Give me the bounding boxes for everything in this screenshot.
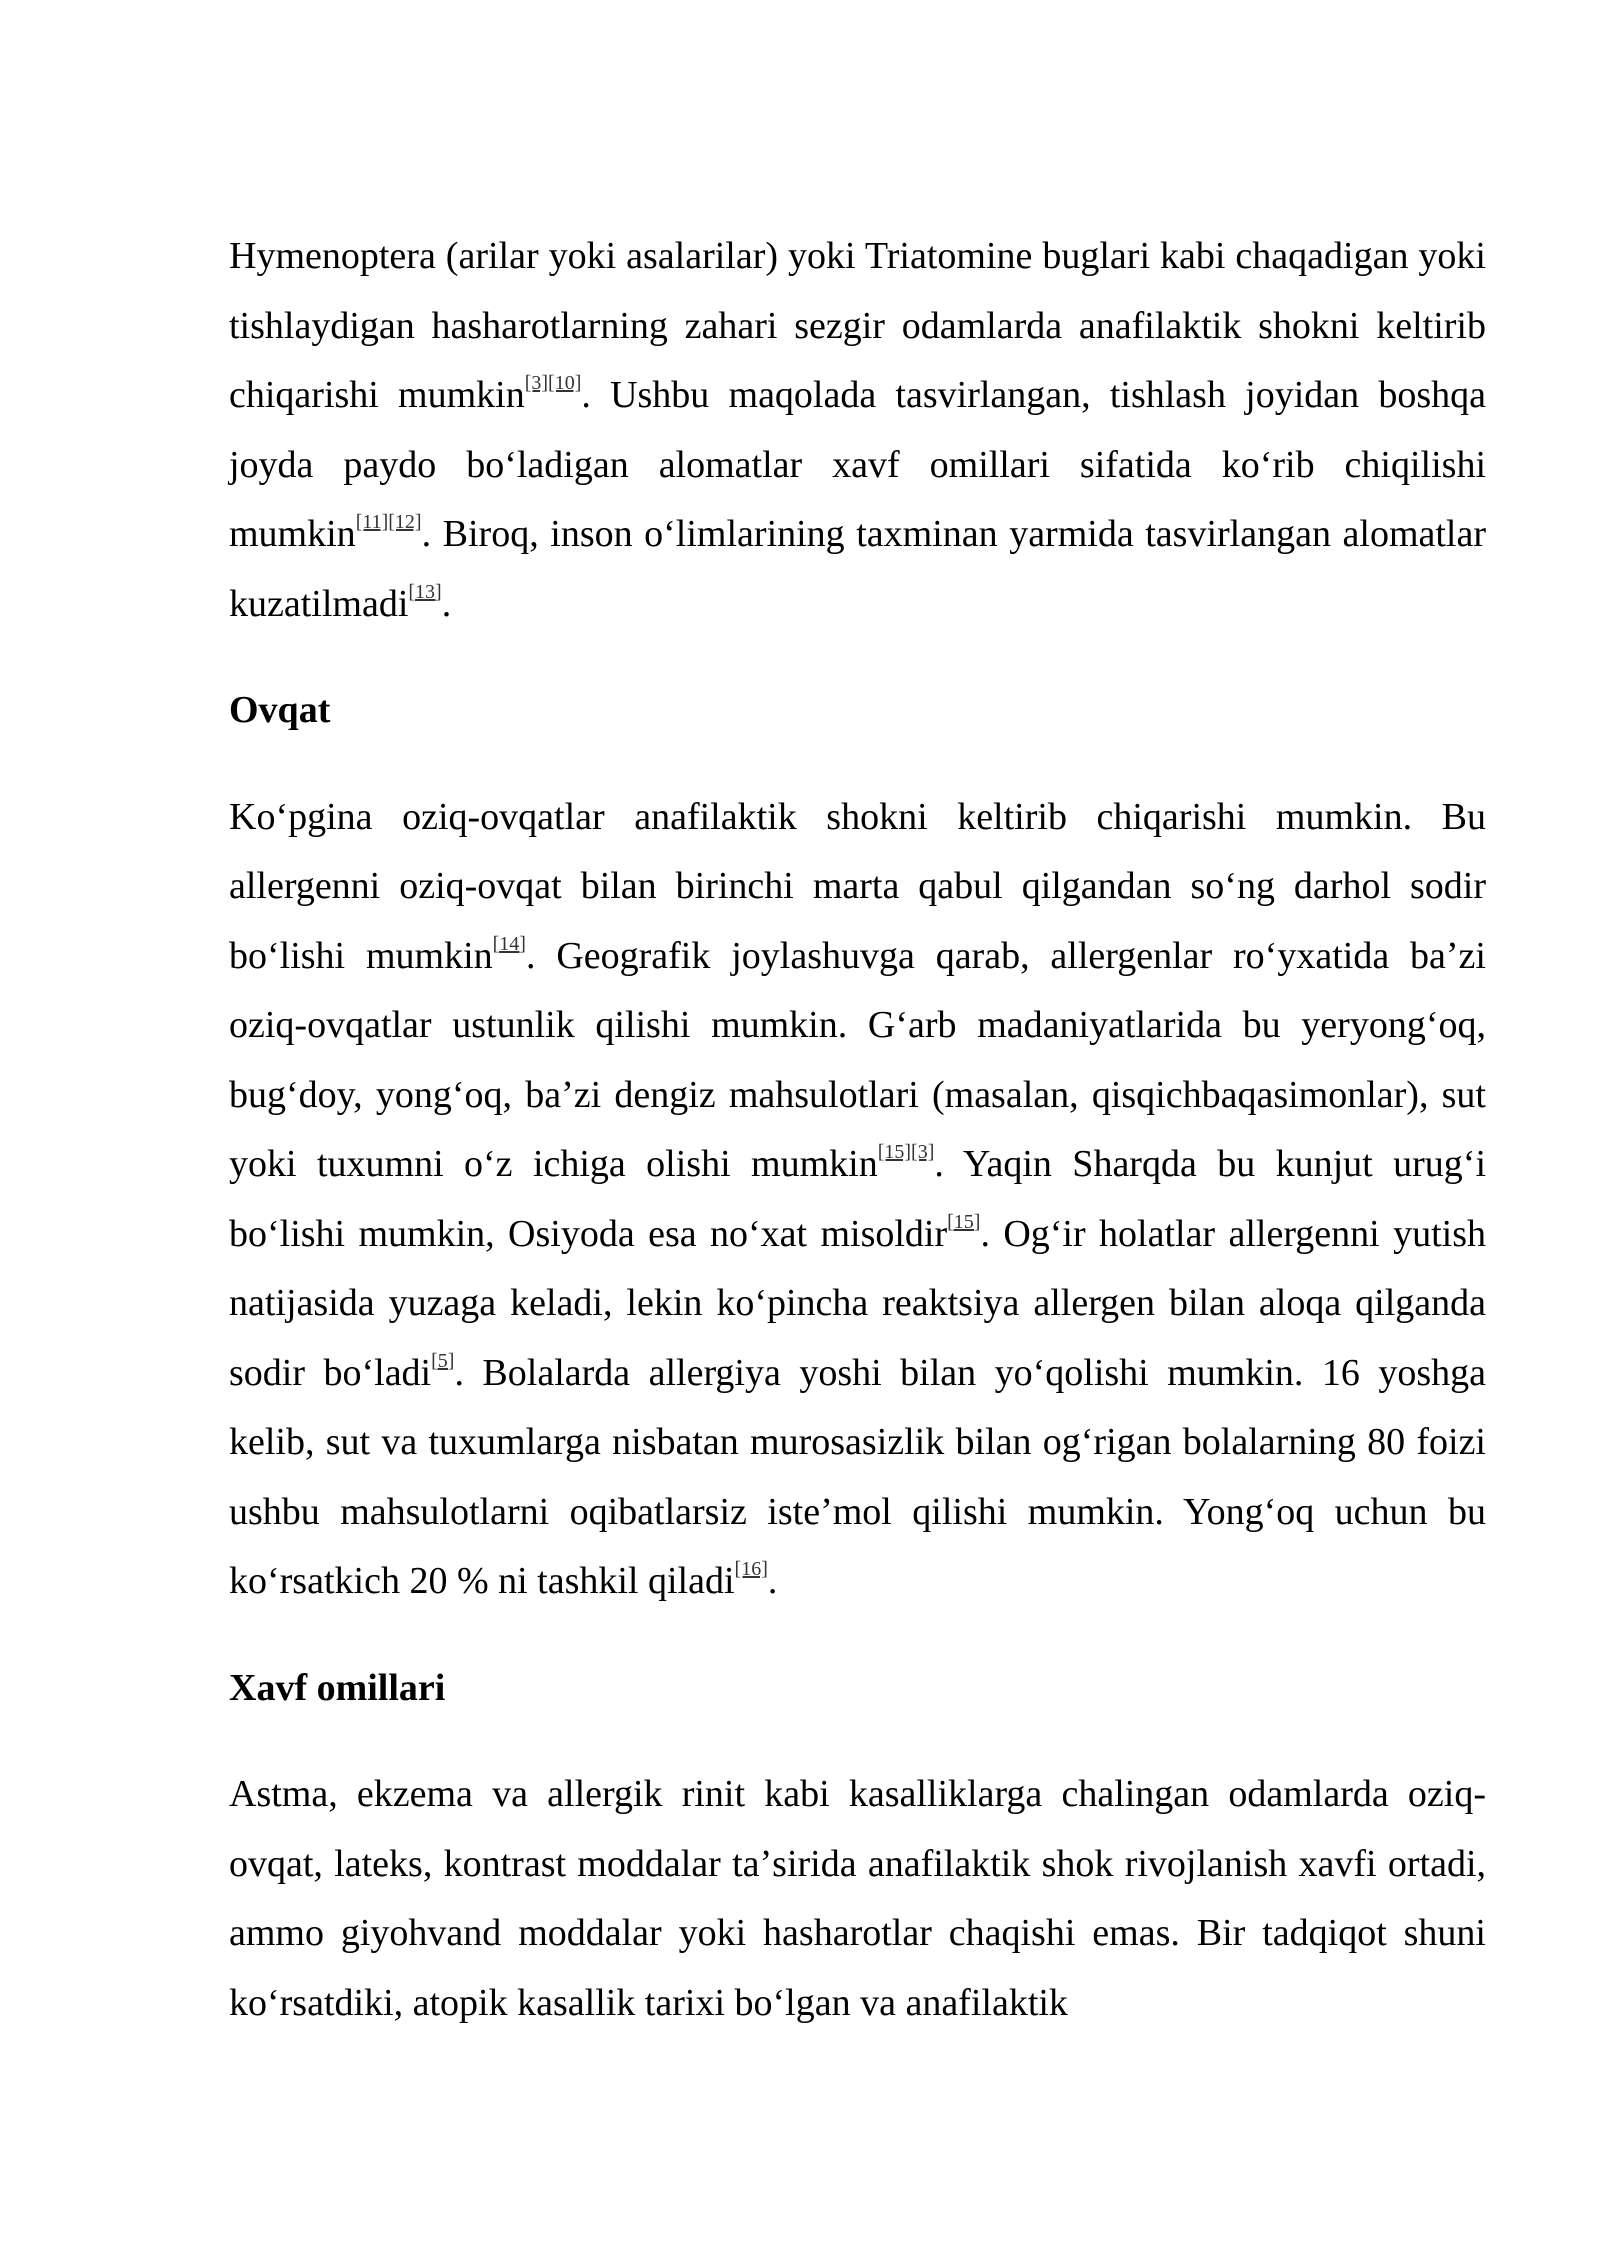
citation-link[interactable]: [16] bbox=[734, 1558, 768, 1580]
paragraph-insect-venom bbox=[229, 222, 1486, 639]
citation-link[interactable]: [15] bbox=[947, 1210, 981, 1233]
text-run: Astma, ekzema va allergik rinit kabi kasalliklarga chalingan odamlarda oziq-ovqat, lateks, kontrast moddalar taʼsirida anafilaktik shok rivojlanish xavfi ortadi, ammo giyohvand moddalar yoki hasharotlar chaqishi emas. Bir tadqiqot shuni koʻrsatdiki, atopik kasallik tarixi boʻlgan va anafilaktik bbox=[229, 1773, 1486, 2024]
spacer bbox=[229, 746, 1486, 783]
citation-link[interactable]: [3][10] bbox=[524, 372, 582, 394]
spacer bbox=[229, 639, 1486, 676]
text-run: . bbox=[441, 582, 452, 625]
paragraph-food bbox=[229, 783, 1486, 1617]
text-run: . Bolalarda allergiya yoshi bilan yoʻqolishi mumkin. 16 yoshga kelib, sut va tuxumlarga nisbatan murosasizlik bilan ogʻrigan bolalarning 80 foizi ushbu mahsulotlarni oqibatlarsiz isteʼmol qilishi mumkin. Yongʻoq uchun bu koʻrsatkich 20 % ni tashkil qiladi bbox=[229, 1351, 1486, 1602]
citation-link[interactable]: [14] bbox=[492, 932, 526, 955]
spacer bbox=[229, 1617, 1486, 1654]
citation-link[interactable]: [11][12] bbox=[355, 511, 422, 533]
text-run: . bbox=[767, 1560, 778, 1602]
spacer bbox=[229, 1723, 1486, 1760]
section-heading-risk-factors: Xavf omillari bbox=[229, 1666, 446, 1709]
paragraph-risk-factors bbox=[229, 1760, 1486, 2038]
text-run: Hymenoptera (arilar yoki asalarilar) yoki Triatomine buglari kabi chaqadigan yoki tishlaydigan hasharotlarning zahari sezgir odamlarda anafilaktik shokni keltirib chiqarishi mumkin bbox=[229, 235, 1486, 416]
text-run: . Geografik joylashuvga qarab, allergenlar roʻyxatida baʼzi oziq-ovqatlar ustunlik qilishi mumkin. Gʻarb madaniyatlarida bu yeryongʻoq, bugʻdoy, yongʻoq, baʼzi dengiz mahsulotlari (masalan, qisqichbaqasimonlar), sut yoki tuxumni oʻz ichiga olishi mumkin bbox=[229, 934, 1486, 1185]
text-run: . Biroq, inson oʻlimlarining taxminan yarmida tasvirlangan alomatlar kuzatilmadi bbox=[229, 513, 1486, 625]
citation-link[interactable]: [13] bbox=[408, 580, 442, 603]
citation-link[interactable]: [5] bbox=[431, 1349, 455, 1372]
citation-link[interactable]: [15][3] bbox=[877, 1141, 935, 1163]
text-run: . Ogʻir holatlar allergenni yutish natijasida yuzaga keladi, lekin koʻpincha reaktsiya allergen bilan aloqa qilganda sodir boʻladi bbox=[229, 1212, 1486, 1394]
text-run: . Ushbu maqolada tasvirlangan, tishlash joyidan boshqa joyda paydo boʻladigan alomatlar xavf omillari sifatida koʻrib chiqilishi mumkin bbox=[229, 374, 1486, 555]
section-heading-food: Ovqat bbox=[229, 689, 331, 731]
text-run: Koʻpgina oziq-ovqatlar anafilaktik shokni keltirib chiqarishi mumkin. Bu allergenni oziq-ovqat bilan birinchi marta qabul qilgandan soʻng darhol sodir boʻlishi mumkin bbox=[229, 795, 1486, 977]
text-run: . Yaqin Sharqda bu kunjut urugʻi boʻlishi mumkin, Osiyoda esa noʻxat misoldir bbox=[229, 1143, 1486, 1255]
